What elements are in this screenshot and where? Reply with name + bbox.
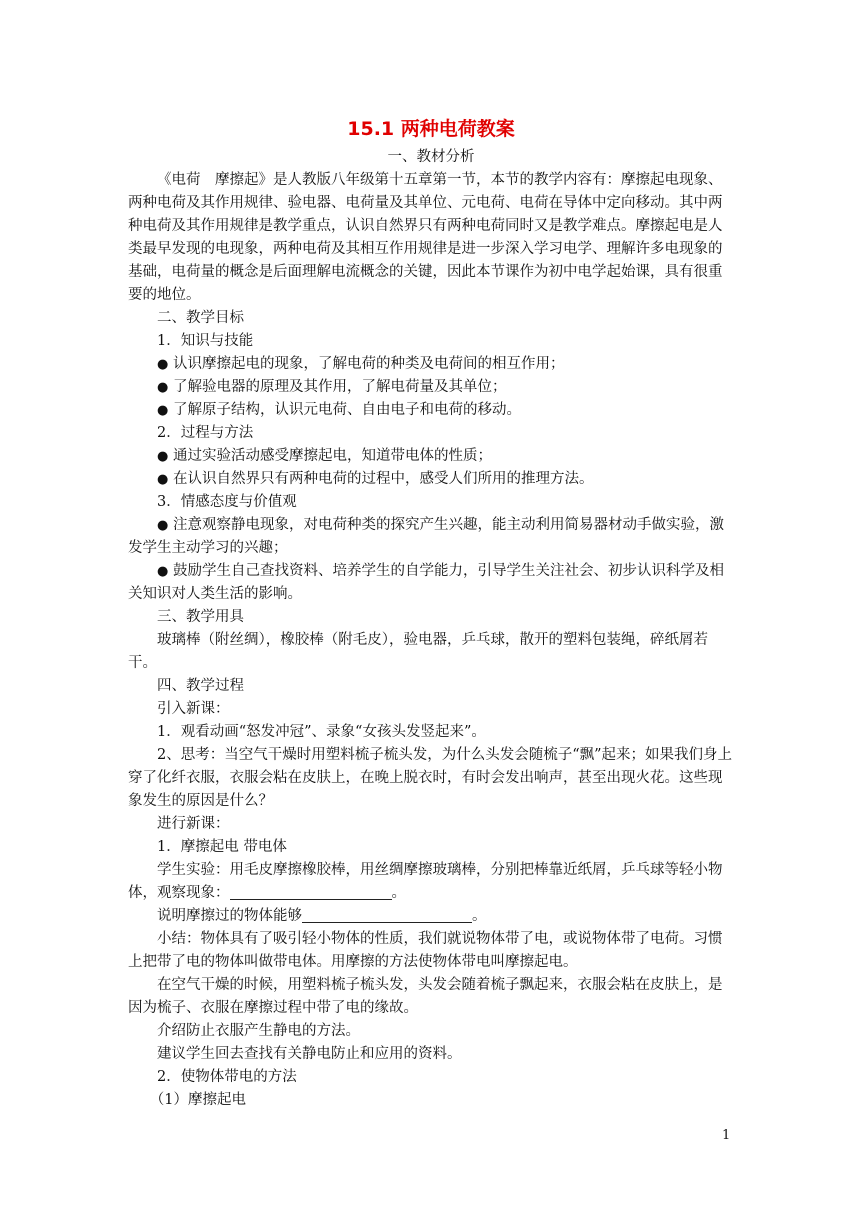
dry-air-paragraph: 在空气干燥的时候，用塑料梳子梳头发，头发会随着梳子飘起来，衣服会粘在皮肤上，是因为梳子、衣服在摩擦过程中带了电的缘故。 [128, 977, 723, 1016]
intro-heading: 引入新课： [157, 701, 230, 717]
bullet-icon: ● [157, 380, 169, 395]
goal-bullet-item: ● 了解验电器的原理及其作用，了解电荷量及其单位； [157, 379, 507, 395]
section-heading-textbook-analysis: 一、教材分析 [387, 149, 475, 165]
experiment-paragraph: 学生实验：用毛皮摩擦橡胶棒，用丝绸摩擦玻璃棒，分别把棒靠近纸屑，乒乓球等轻小物体，观察现象： 。 [128, 862, 723, 901]
suggestion-paragraph: 建议学生回去查找有关静电防止和应用的资料。 [157, 1046, 462, 1062]
prevent-static-paragraph: 介绍防止衣服产生静电的方法。 [157, 1023, 360, 1039]
charging-method-item-1: （1）摩擦起电 [149, 1092, 246, 1108]
bullet-icon: ● [157, 357, 169, 372]
bullet-icon: ● [157, 518, 169, 533]
bullet-icon: ● [157, 403, 169, 418]
page-number: 1 [722, 1128, 731, 1143]
bullet-icon: ● [157, 564, 169, 579]
teaching-tools-paragraph: 玻璃棒（附丝绸），橡胶棒（附毛皮），验电器，乒乓球，散开的塑料包装绳，碎纸屑若干。 [128, 632, 708, 671]
fill-in-blank [230, 884, 392, 900]
document-title: 15.1 两种电荷教案 [347, 118, 515, 140]
bullet-icon: ● [157, 472, 169, 487]
intro-item-2: 2、思考：当空气干燥时用塑料梳子梳头发，为什么头发会随梳子“飘”起来；如果我们身上穿了化纤衣服，衣服会粘在皮肤上，在晚上脱衣时，有时会发出响声，甚至出现火花。这些现象发生的原因是什么？ [128, 747, 733, 809]
subsection-heading-friction-electricity: 1．摩擦起电 带电体 [157, 839, 287, 855]
new-lesson-heading: 进行新课： [157, 816, 230, 832]
document-body [128, 116, 734, 1112]
section-heading-teaching-tools: 三、教学用具 [157, 609, 244, 625]
intro-item-1: 1．观看动画“怒发冲冠”、录象“女孩头发竖起来”。 [157, 724, 486, 740]
goal-bullet-item: ● 在认识自然界只有两种电荷的过程中，感受人们所用的推理方法。 [157, 471, 594, 487]
goal-bullet-item: ● 注意观察静电现象，对电荷种类的探究产生兴趣，能主动利用简易器材动手做实验，激发学生主动学习的兴趣； [128, 517, 724, 556]
section-heading-teaching-goals: 二、教学目标 [157, 310, 244, 326]
textbook-analysis-paragraph: 《电荷 摩擦起》是人教版八年级第十五章第一节，本节的教学内容有：摩擦起电现象、两种电荷及其作用规律、验电器、电荷量及其单位、元电荷、电荷在导体中定向移动。其中两种电荷及其作用规律是教学重点，认识自然界只有两种电荷同时又是教学难点。摩擦起电是人类最早发现的电现象，两种电荷及其相互作用规律是进一步深入学习电学、理解许多电现象的基础，电荷量的概念是后面理解电流概念的关键，因此本节课作为初中电学起始课，具有很重要的地位。 [128, 172, 723, 303]
summary-paragraph: 小结：物体具有了吸引轻小物体的性质，我们就说物体带了电，或说物体带了电荷。习惯上把带了电的物体叫做带电体。用摩擦的方法使物体带电叫摩擦起电。 [128, 931, 723, 970]
goal-heading-knowledge: 1．知识与技能 [157, 333, 254, 349]
subsection-heading-charging-methods: 2．使物体带电的方法 [157, 1069, 297, 1085]
goal-bullet-item: ● 鼓励学生自己查找资料、培养学生的自学能力，引导学生关注社会、初步认识科学及相关知识对人类生活的影响。 [128, 563, 724, 602]
explain-paragraph: 说明摩擦过的物体能够 。 [157, 908, 487, 924]
goal-bullet-item: ● 通过实验活动感受摩擦起电，知道带电体的性质； [157, 448, 492, 464]
goal-heading-process: 2．过程与方法 [157, 425, 254, 441]
goal-bullet-item: ● 了解原子结构，认识元电荷、自由电子和电荷的移动。 [157, 402, 521, 418]
fill-in-blank [302, 907, 472, 923]
bullet-icon: ● [157, 449, 169, 464]
goal-bullet-item: ● 认识摩擦起电的现象，了解电荷的种类及电荷间的相互作用； [157, 356, 565, 372]
goal-heading-attitude: 3．情感态度与价值观 [157, 494, 297, 510]
section-heading-teaching-process: 四、教学过程 [157, 678, 244, 694]
